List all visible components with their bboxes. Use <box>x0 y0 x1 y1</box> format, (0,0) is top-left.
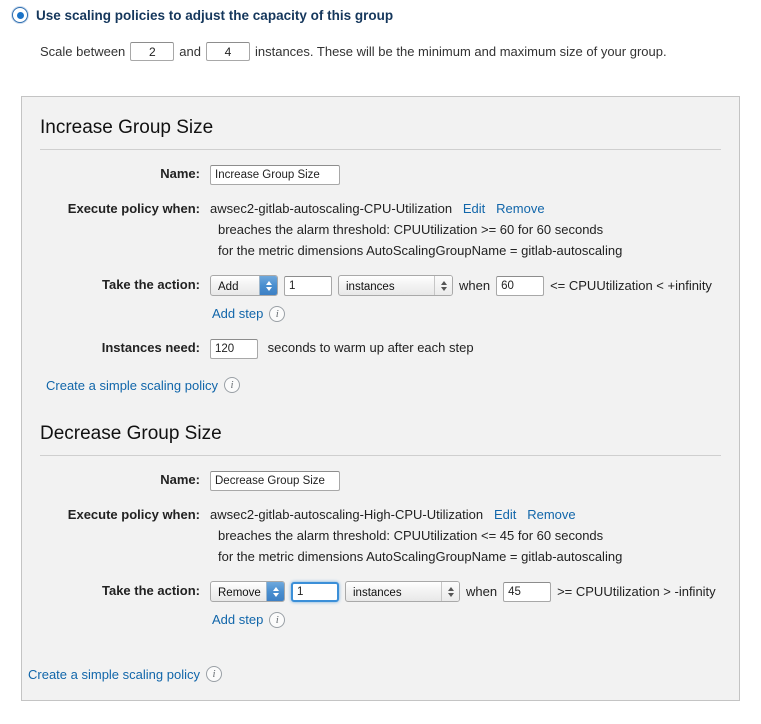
info-icon[interactable]: i <box>269 306 285 322</box>
create-simple-scaling-policy-row-2[interactable] <box>28 666 222 682</box>
action-bound-expression: >= CPUUtilization > -infinity <box>557 583 716 599</box>
use-scaling-policies-radio-row[interactable] <box>0 0 761 23</box>
execute-policy-when-label: Execute policy when: <box>67 507 200 522</box>
info-icon[interactable]: i <box>224 377 240 393</box>
action-unit-select[interactable] <box>345 581 460 602</box>
min-size-input[interactable] <box>130 42 174 61</box>
policy-name-input[interactable] <box>210 165 340 185</box>
remove-alarm-link[interactable]: Remove <box>496 201 545 216</box>
action-operation-value: Remove <box>218 587 261 599</box>
warm-up-seconds-input[interactable] <box>210 339 258 359</box>
edit-alarm-link[interactable]: Edit <box>493 507 517 522</box>
policy-increase-group-size <box>40 117 721 393</box>
action-unit-select[interactable] <box>338 275 453 296</box>
use-scaling-policies-label: Use scaling policies to adjust the capacity of this group <box>36 7 394 23</box>
info-icon[interactable]: i <box>206 666 222 682</box>
policy-decrease-group-size <box>40 423 721 630</box>
action-when-word: when <box>466 583 498 599</box>
policy-name-row <box>40 164 721 185</box>
execute-policy-when-label: Execute policy when: <box>67 201 200 216</box>
create-simple-scaling-policy-link[interactable]: Create a simple scaling policy <box>46 377 218 393</box>
warm-up-suffix: seconds to warm up after each step <box>267 340 474 355</box>
scale-between-middle: and <box>179 44 201 59</box>
action-when-word: when <box>459 277 491 293</box>
scale-between-row <box>40 42 761 61</box>
action-bound-input[interactable] <box>503 582 551 602</box>
alarm-threshold-line: breaches the alarm threshold: CPUUtilization <= 45 for 60 seconds <box>218 528 604 543</box>
action-operation-select[interactable] <box>210 275 278 296</box>
scale-between-suffix: instances. These will be the minimum and maximum size of your group. <box>254 44 667 59</box>
policy-name-row <box>40 470 721 491</box>
add-step-row[interactable] <box>212 304 721 324</box>
radio-selected-icon[interactable] <box>12 7 28 23</box>
instances-need-row <box>40 338 721 359</box>
alarm-name: awsec2-gitlab-autoscaling-CPU-Utilization <box>210 201 453 216</box>
scale-between-prefix: Scale between <box>40 44 126 59</box>
action-quantity-input[interactable] <box>284 276 332 296</box>
take-the-action-row <box>40 275 721 324</box>
instances-need-label: Instances need: <box>101 340 200 355</box>
execute-policy-when-row <box>40 199 721 261</box>
take-the-action-row <box>40 581 721 630</box>
action-bound-input[interactable] <box>496 276 544 296</box>
action-operation-value: Add <box>218 281 239 293</box>
scaling-policies-panel <box>21 96 740 701</box>
policy-title: Decrease Group Size <box>40 423 721 456</box>
alarm-dimensions-line: for the metric dimensions AutoScalingGroupName = gitlab-autoscaling <box>218 549 623 564</box>
take-the-action-label: Take the action: <box>101 583 200 598</box>
action-operation-select[interactable] <box>210 581 285 602</box>
chevron-updown-icon <box>259 276 277 295</box>
alarm-dimensions-line: for the metric dimensions AutoScalingGroupName = gitlab-autoscaling <box>218 243 623 258</box>
create-simple-scaling-policy-row-1[interactable] <box>46 377 721 393</box>
max-size-input[interactable] <box>206 42 250 61</box>
action-unit-value: instances <box>353 587 402 599</box>
action-quantity-input[interactable] <box>291 582 339 602</box>
action-bound-expression: <= CPUUtilization < +infinity <box>550 277 712 293</box>
create-simple-scaling-policy-link[interactable]: Create a simple scaling policy <box>28 666 200 682</box>
add-step-row[interactable] <box>212 610 722 630</box>
action-unit-value: instances <box>346 281 395 293</box>
add-step-link[interactable]: Add step <box>212 612 264 627</box>
policy-name-label: Name: <box>160 472 200 487</box>
policy-name-label: Name: <box>160 166 200 181</box>
take-the-action-label: Take the action: <box>101 277 200 292</box>
remove-alarm-link[interactable]: Remove <box>527 507 576 522</box>
edit-alarm-link[interactable]: Edit <box>462 201 486 216</box>
alarm-name: awsec2-gitlab-autoscaling-High-CPU-Utilization <box>210 507 484 522</box>
chevron-updown-icon <box>441 582 459 601</box>
policy-title: Increase Group Size <box>40 117 721 150</box>
execute-policy-when-row <box>40 505 721 567</box>
policy-name-input[interactable] <box>210 471 340 491</box>
chevron-updown-icon <box>266 582 284 601</box>
info-icon[interactable]: i <box>269 612 285 628</box>
alarm-threshold-line: breaches the alarm threshold: CPUUtilization >= 60 for 60 seconds <box>218 222 604 237</box>
chevron-updown-icon <box>434 276 452 295</box>
add-step-link[interactable]: Add step <box>212 306 264 321</box>
